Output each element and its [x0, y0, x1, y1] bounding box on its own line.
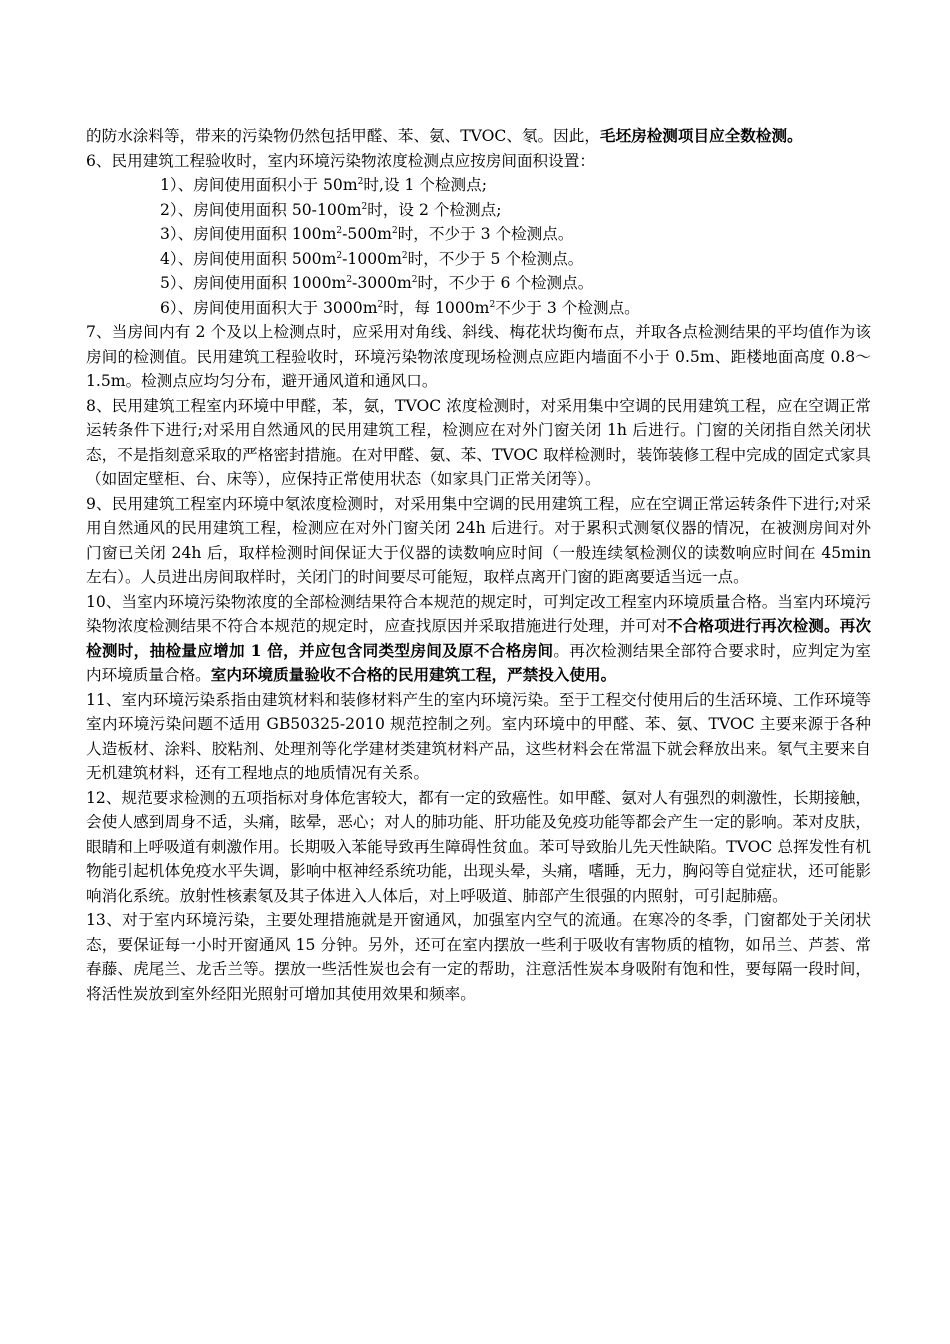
paragraph-13: 13、对于室内环境污染，主要处理措施就是开窗通风，加强室内空气的流通。在寒冷的冬季，门窗都处于关闭状态，要保证每一小时开窗通风 15 分钟。另外，还可在室内摆放一些利于吸收有害物质的植物，如吊兰、芦荟、常春藤、虎尾兰、龙舌兰等。摆放一些活性炭也会有一定的帮助，注意活性炭本身吸附有饱和性，要每隔一段时间，将活性炭放到室外经阳光照射可增加其使用效果和频率。 — [86, 911, 871, 1003]
paragraph-7: 7、当房间内有 2 个及以上检测点时，应采用对角线、斜线、梅花状均衡布点，并取各点检测结果的平均值作为该房间的检测值。民用建筑工程验收时，环境污染物浓度现场检测点应距内墙面不小于 0.5m、距楼地面高度 0.8～1.5m。检测点应均匀分布，避开通风道和通风口。 — [86, 323, 871, 390]
paragraph-intro — [86, 124, 871, 149]
list-item-1: 1）、房间使用面积小于 $50m^2$时,设 1 个检测点; — [160, 176, 487, 194]
document-body — [86, 124, 871, 1006]
paragraph-8: 8、民用建筑工程室内环境中甲醛，苯，氨，TVOC 浓度检测时，对采用集中空调的民用建筑工程，应在空调正常运转条件下进行;对采用自然通风的民用建筑工程，检测应在对外门窗关闭 1h 后进行。门窗的关闭指自然关闭状态，不是指刻意采取的严格密封措施。在对甲醛、氨、苯、TVOC 取样检测时，装饰装修工程中完成的固定式家具（如固定壁柜、台、床等），应保持正常使用状态（如家具门正常关闭等）。 — [86, 396, 871, 488]
paragraph-12: 12、规范要求检测的五项指标对身体危害较大，都有一定的致癌性。如甲醛、氨对人有强烈的刺激性，长期接触，会使人感到周身不适，头痛，眩晕，恶心；对人的肺功能、肝功能及免疫功能等都会产生一定的影响。苯对皮肤，眼睛和上呼吸道有刺激作用。长期吸入苯能导致再生障碍性贫血。苯可导致胎儿先天性缺陷。TVOC 总挥发性有机物能引起机体免疫水平失调，影响中枢神经系统功能，出现头晕，头痛，嗜睡，无力，胸闷等自觉症状，还可能影响消化系统。放射性核素氡及其子体进入人体后，对上呼吸道、肺部产生很强的内照射，可引起肺癌。 — [86, 788, 871, 905]
list-item-5: 5）、房间使用面积 $1000m^2-3000m^2$时，不少于 6 个检测点。 — [160, 274, 594, 292]
paragraph-9: 9、民用建筑工程室内环境中氡浓度检测时，对采用集中空调的民用建筑工程，应在空调正常运转条件下进行;对采用自然通风的民用建筑工程，检测应在对外门窗关闭 24h 后进行。对于累积式测氡仪器的情况，在被测房间对外门窗已关闭 24h 后，取样检测时间保证大于仪器的读数响应时间（一般连续氡检测仪的读数响应时间在 45min 左右）。人员进出房间取样时，关闭门的时间要尽可能短，取样点离开门窗的距离要适当远一点。 — [86, 494, 871, 586]
paragraph-10-bold-1: 不合格项进行再次检测。再次检测时，抽检量应增加 1 倍，并应包含同类型房间及原不合格房间 — [86, 616, 871, 660]
list-item-6: 6）、房间使用面积大于 $3000m^2$时，每 $1000m^2$不少于 3 个检测点。 — [160, 298, 640, 317]
intro-text: 的防水涂料等，带来的污染物仍然包括甲醛、苯、氨、TVOC、氡。因此， — [86, 127, 600, 145]
list-item-4: 4）、房间使用面积 $500m^2-1000m^2$时，不少于 5 个检测点。 — [160, 249, 584, 268]
list-item-2: 2）、房间使用面积 $50-100m^2$时，设 2 个检测点; — [160, 200, 502, 219]
list-item-3: 3）、房间使用面积 $100m^2-500m^2$时，不少于 3 个检测点。 — [160, 225, 574, 243]
paragraph-6-heading: 6、民用建筑工程验收时，室内环境污染物浓度检测点应按房间面积设置： — [86, 151, 595, 170]
paragraph-10: 10、当室内环境污染物浓度的全部检测结果符合本规范的规定时，可判定改工程室内环境质量合格。当室内环境污染物浓度检测结果不符合本规范的规定时，应查找原因并采取措施进行处理，并可对不合格项进行再次检测。再次检测时，抽检量应增加 1 倍，并应包含同类型房间及原不合格房间。再次检测结果全部符合要求时，应判定为室内环境质量合格。室内环境质量验收不合格的民用建筑工程，严禁投入使用。 — [86, 592, 871, 684]
paragraph-11: 11、室内环境污染系指由建筑材料和装修材料产生的室内环境污染。至于工程交付使用后的生活环境、工作环境等室内环境污染问题不适用 GB50325-2010 规范控制之列。室内环境中的甲醛、苯、氨、TVOC 主要来源于各种人造板材、涂料、胶粘剂、处理剂等化学建材类建筑材料产品，这些材料会在常温下就会释放出来。氡气主要来自无机建筑材料，还有工程地点的地质情况有关系。 — [86, 690, 871, 782]
intro-bold: 毛坯房检测项目应全数检测。 — [599, 126, 803, 145]
paragraph-10-bold-2: 室内环境质量验收不合格的民用建筑工程，严禁投入使用。 — [210, 665, 617, 684]
